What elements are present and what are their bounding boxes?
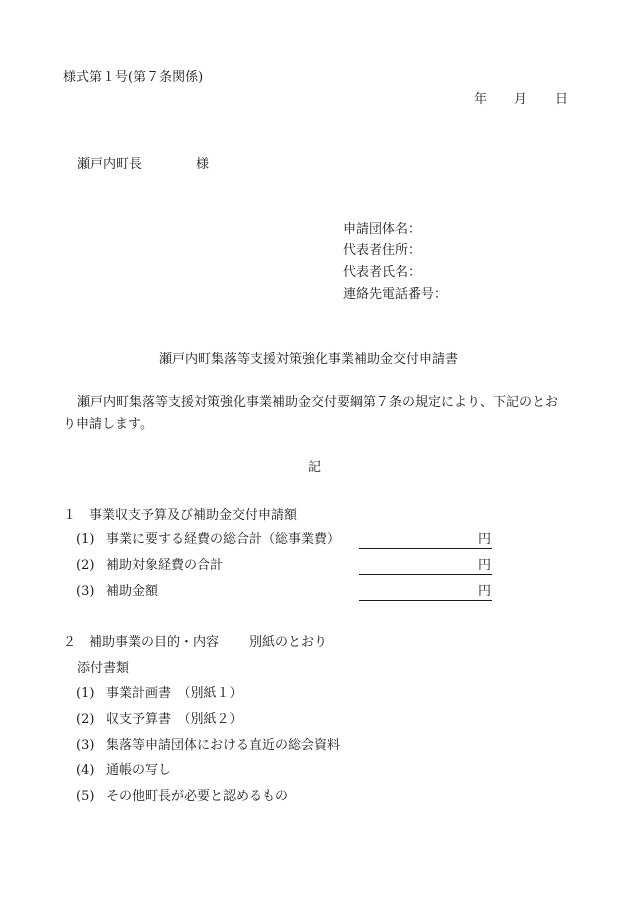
list-item bbox=[0, 686, 630, 702]
date-day: 日 bbox=[555, 92, 569, 107]
list-item bbox=[0, 738, 630, 754]
body-line-1: 瀬戸内町集落等支援対策強化事業補助金交付要綱第７条の規定により、下記のとお bbox=[77, 395, 559, 410]
ki-heading: 記 bbox=[308, 460, 322, 475]
amount-row-label: 事業に要する経費の総合計（総事業費） bbox=[106, 532, 341, 547]
section-1-heading: １ 事業収支予算及び補助金交付申請額 bbox=[63, 508, 298, 523]
amount-row-number: (3) bbox=[76, 584, 95, 599]
list-item-label: 集落等申請団体における直近の総会資料 bbox=[106, 738, 341, 753]
addressee-honorific: 様 bbox=[196, 157, 210, 172]
form-number: 様式第１号(第７条関係) bbox=[63, 70, 204, 85]
amount-row bbox=[0, 532, 630, 548]
list-item bbox=[0, 763, 630, 779]
list-item-number: (3) bbox=[76, 738, 95, 753]
amount-blank-line bbox=[359, 532, 492, 549]
section-2-heading: ２ 補助事業の目的・内容 bbox=[63, 635, 220, 650]
amount-blank-line bbox=[359, 584, 492, 601]
list-item bbox=[0, 712, 630, 728]
date-year: 年 bbox=[474, 92, 488, 107]
amount-row bbox=[0, 584, 630, 600]
list-item-label: 収支予算書 （別紙２） bbox=[106, 712, 243, 727]
section-2-note: 別紙のとおり bbox=[249, 635, 328, 650]
attachments-heading: 添付書類 bbox=[77, 661, 130, 676]
list-item-number: (4) bbox=[76, 763, 95, 778]
list-item-number: (5) bbox=[76, 789, 95, 804]
list-item-number: (2) bbox=[76, 712, 95, 727]
list-item bbox=[0, 789, 630, 805]
list-item-number: (1) bbox=[76, 686, 95, 701]
applicant-address-label: 代表者住所： bbox=[343, 243, 422, 258]
amount-unit: 円 bbox=[478, 558, 492, 573]
applicant-representative-label: 代表者氏名： bbox=[343, 265, 422, 280]
document-title: 瀬戸内町集落等支援対策強化事業補助金交付申請書 bbox=[159, 352, 459, 367]
amount-row-label: 補助金額 bbox=[106, 584, 159, 599]
amount-blank-line bbox=[359, 558, 492, 575]
body-line-2: り申請します。 bbox=[63, 417, 153, 432]
amount-unit: 円 bbox=[478, 532, 492, 547]
amount-unit: 円 bbox=[478, 584, 492, 599]
list-item-label: 通帳の写し bbox=[106, 763, 172, 778]
addressee-name: 瀬戸内町長 bbox=[77, 157, 143, 172]
amount-row bbox=[0, 558, 630, 574]
applicant-org-name-label: 申請団体名： bbox=[343, 222, 422, 237]
list-item-label: その他町長が必要と認めるもの bbox=[106, 789, 289, 804]
amount-row-number: (1) bbox=[76, 532, 95, 547]
list-item-label: 事業計画書 （別紙１） bbox=[106, 686, 243, 701]
amount-row-label: 補助対象経費の合計 bbox=[106, 558, 224, 573]
date-month: 月 bbox=[514, 92, 528, 107]
applicant-phone-label: 連絡先電話番号： bbox=[343, 287, 448, 302]
amount-row-number: (2) bbox=[76, 558, 95, 573]
